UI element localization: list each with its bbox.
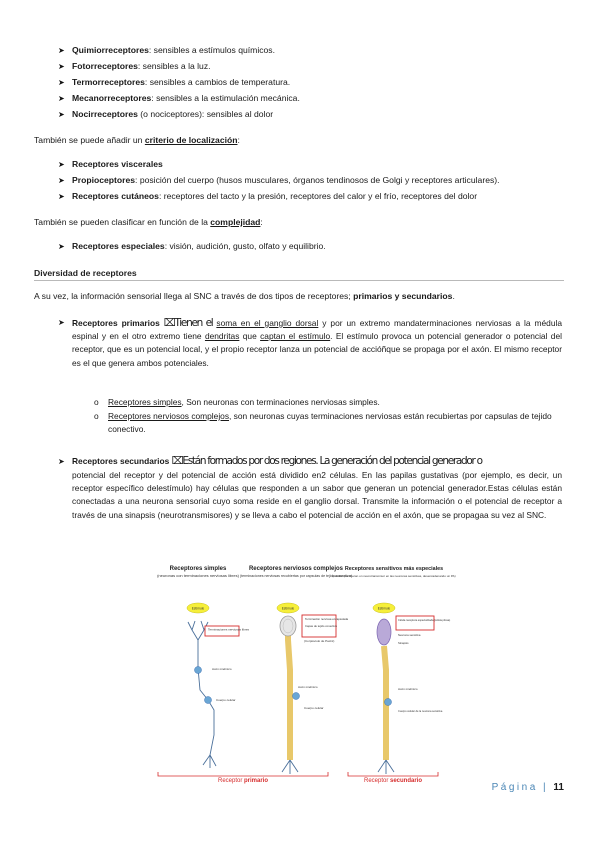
diversity-intro: A su vez, la información sensorial llega al SNC a través de dos tipos de receptores; primarios y secundarios. — [34, 291, 455, 301]
label-capsules: Capas de tejido conectivo — [305, 624, 338, 628]
label-free-endings: Terminaciones nerviosas libres — [208, 627, 250, 632]
col2-title: Receptores nerviosos complejos — [248, 566, 344, 572]
list-item: ➤ Nocirreceptores (o nociceptores): sensibles al dolor — [58, 109, 274, 119]
arrow-bullet-icon: ➤ — [58, 62, 65, 71]
col1-title: Receptores simples — [169, 566, 227, 572]
receptor-diagram — [148, 560, 456, 784]
arrow-bullet-icon: ➤ — [58, 242, 65, 251]
label-nervous: Neurona sensitiva — [398, 633, 421, 637]
secundarios-heading-line: Receptores secundarios ⌧Están formados por dos regiones. La generación del potencial generador o — [72, 455, 482, 467]
arrow-bullet-icon: ➤ — [58, 457, 65, 466]
list-item: ➤ Quimiorreceptores: sensibles a estímulos químicos. — [58, 45, 275, 55]
label-axon: Axón mielínico — [212, 667, 232, 671]
label-synapse: Sinapsis — [398, 641, 409, 645]
localizacion-intro: También se puede añadir un criterio de localización: — [34, 135, 240, 145]
list-item: ➤ Receptores viscerales — [58, 159, 163, 169]
col3-title: Receptores sensitivos más especiales — [344, 566, 444, 572]
stimulus-label: Estímulo — [281, 606, 295, 611]
col2-subtitle: (terminaciones nerviosas recubiertas por capsulas de tejido conectivo) — [239, 574, 353, 578]
arrow-bullet-icon: ➤ — [58, 192, 65, 201]
list-item: ➤ Propioceptores: posición del cuerpo (husos musculares, órganos tendinosos de Golgi y receptores articulares). — [58, 175, 500, 185]
arrow-bullet-icon: ➤ — [58, 110, 65, 119]
label-pacini: (Corpúsculo de Pacini) — [304, 639, 335, 643]
label-soma: Cuerpo celular de la neurona sensitiva — [398, 710, 443, 713]
list-item: o Receptores simples, Son neuronas con terminaciones nerviosas simples. — [94, 397, 380, 407]
cell-body-marker — [385, 699, 392, 706]
list-item: ➤ Receptores cutáneos: receptores del tacto y la presión, receptores del calor y el frío, receptores del dolor — [58, 191, 478, 201]
col3-subtitle: (células que liberan un neurotransmisor en las neuronas sensitivas, desencadenando un PA) — [332, 574, 456, 578]
circle-bullet-icon: o — [94, 397, 99, 407]
arrow-bullet-icon: ➤ — [58, 94, 65, 103]
primarios-paragraph: Receptores primarios ⌧Tienen el soma en el ganglio dorsal y por un extremo mandaterminaciones nerviosas a la médula espinal y en el otro extremo tiene dendritas que captan el estímulo. El estímulo provoca un potencial generador o potencial del receptor, que es un potencial local, y el propio receptor lanza un potencial de accióñque se propaga por el axón. El mismo receptor es el que genera ambos potenciales. — [72, 317, 563, 368]
label-receptor-primario: Receptor primario — [217, 778, 269, 784]
circle-bullet-icon: o — [94, 411, 99, 421]
list-item: o Receptores nerviosos complejos, son neuronas cuyas terminaciones nerviosas están recubiertas por capsulas de tejido conectivo. — [94, 411, 552, 434]
arrow-bullet-icon: ➤ — [58, 176, 65, 185]
arrow-bullet-icon: ➤ — [58, 160, 65, 169]
list-item: ➤ Mecanorreceptores: sensibles a la estimulación mecánica. — [58, 93, 300, 103]
list-item: ➤ Termorreceptores: sensibles a cambios de temperatura. — [58, 77, 291, 87]
col1-subtitle: (neuronas con terminaciones nerviosas libres) — [157, 573, 239, 578]
cell-body-marker — [205, 697, 212, 704]
arrow-bullet-icon: ➤ — [58, 318, 65, 327]
label-axon: Axón mielínico — [298, 685, 318, 689]
cell-body-marker — [293, 693, 300, 700]
section-heading: Diversidad de receptores — [34, 266, 564, 281]
label-soma: Cuerpo celular — [216, 698, 236, 702]
list-item: ➤ Fotorreceptores: sensibles a la luz. — [58, 61, 211, 71]
label-axon: Axón mielínico — [398, 687, 418, 691]
label-special-cell: Célula receptora especializada (célula pilosa) — [398, 619, 451, 622]
arrow-bullet-icon: ➤ — [58, 46, 65, 55]
stimulus-label: Estímulo — [191, 606, 205, 611]
page-footer: Página | 11 — [491, 782, 564, 793]
page-number: 11 — [553, 782, 564, 793]
complejidad-intro: También se pueden clasificar en función de la complejidad: — [34, 217, 263, 227]
secundarios-paragraph: potencial del receptor y del potencial de acción está dividido en2 células. En las papilas gustativas (por ejemplo, es decir, un receptor específico delestímulo) hay células que responden a un sabor que generan un potencial generador.Estas células están conectadas a una neurona sensorial cuyo soma reside en el ganglio dorsal. Transmite la información o el potencial de receptor a través de una sinapsis (neurotransmisores) y se lleva a cabo el potencial de acción en el axón, que se propagaa su vez al SNC. — [72, 470, 562, 520]
cell-body-marker — [195, 667, 202, 674]
list-item: ➤ Receptores especiales: visión, audición, gusto, olfato y equilibrio. — [58, 241, 326, 251]
label-receptor-secundario: Receptor secundario — [363, 778, 423, 784]
label-encapsulated: Terminación nerviosa encapsulada — [305, 617, 349, 621]
arrow-bullet-icon: ➤ — [58, 78, 65, 87]
stimulus-label: Estímulo — [377, 606, 391, 611]
label-soma: Cuerpo celular — [304, 706, 324, 710]
